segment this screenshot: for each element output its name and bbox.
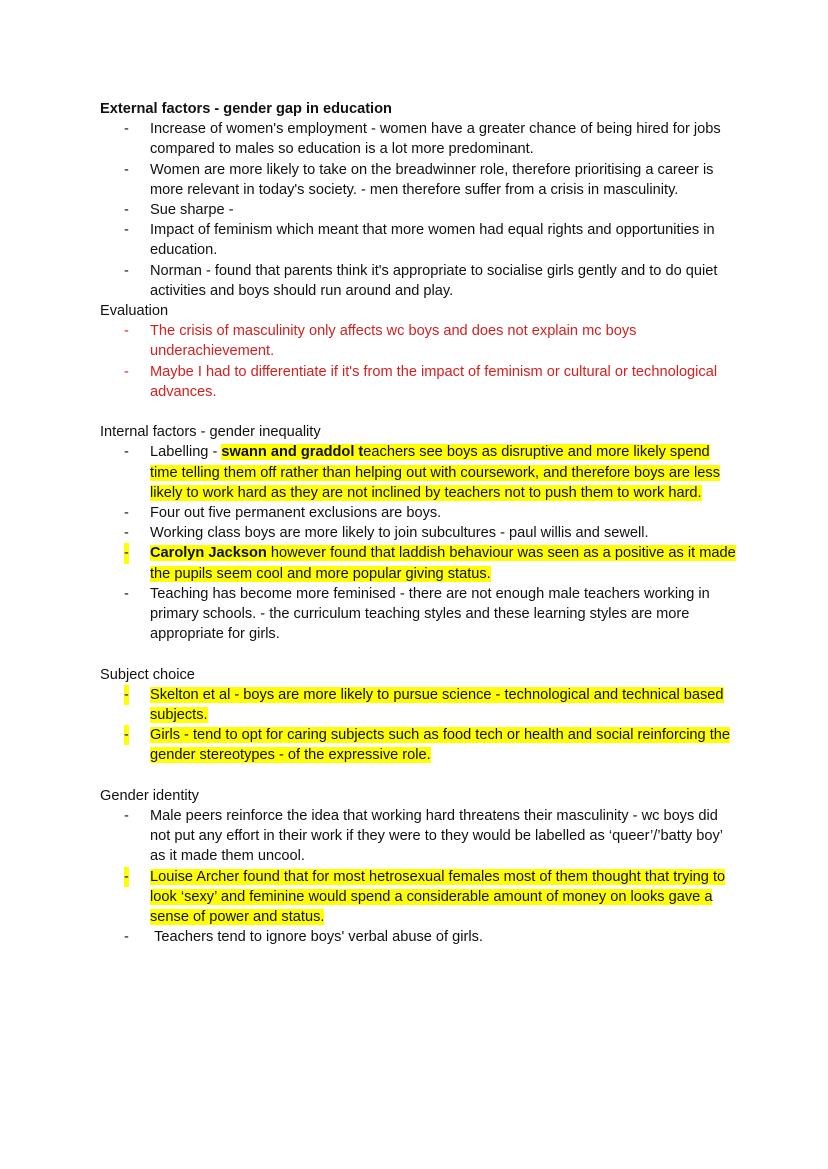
item-text: Maybe I had to differentiate if it's from the impact of feminism or cultural or technological advances.: [150, 363, 718, 400]
bold-text: Carolyn Jackson: [150, 545, 267, 562]
item-text: Four out five permanent exclusions are boys.: [150, 505, 442, 522]
item-text: The crisis of masculinity only affects wc boys and does not explain mc boys underachievement.: [150, 323, 637, 360]
bullet-dash: -: [124, 444, 129, 461]
bold-text: swann and graddol t: [221, 444, 364, 461]
item-text: Louise Archer found that for most hetrosexual females most of them thought that trying to look ‘sexy’ and feminine would spend a considerable amount of money on looks gave a sense of power and status.: [150, 868, 726, 926]
item-text: [150, 444, 720, 500]
list-item: [100, 806, 740, 867]
item-text: Teachers tend to ignore boys' verbal abuse of girls.: [150, 929, 483, 946]
list-item: [100, 321, 740, 361]
list-item: [100, 523, 740, 543]
spacer: [100, 644, 740, 664]
bullet-dash: -: [124, 929, 129, 946]
bullet-dash: -: [124, 202, 129, 219]
heading-gender-identity: Gender identity: [100, 787, 199, 804]
list-item: [100, 685, 740, 725]
item-text: Women are more likely to take on the breadwinner role, therefore prioritising a career is more relevant in today's society. - men therefore suffer from a crisis in masculinity.: [150, 161, 714, 198]
evaluation-list: [100, 321, 740, 402]
item-text: Skelton et al - boys are more likely to pursue science - technological and technical based subjects.: [150, 686, 724, 724]
bullet-dash: -: [124, 543, 129, 563]
bullet-dash: -: [124, 867, 129, 887]
list-item: [100, 200, 740, 220]
internal-factors-list: [100, 442, 740, 644]
item-text: Impact of feminism which meant that more women had equal rights and opportunities in education.: [150, 222, 715, 259]
list-item: [100, 543, 740, 583]
heading-subject-choice: Subject choice: [100, 666, 195, 683]
item-text: Sue sharpe -: [150, 202, 234, 219]
list-item: [100, 220, 740, 260]
heading-internal-factors: Internal factors - gender inequality: [100, 424, 321, 441]
notes-page: [100, 99, 740, 947]
bullet-dash: -: [124, 505, 129, 522]
bullet-dash: -: [124, 161, 129, 178]
list-item: [100, 503, 740, 523]
item-rest: eachers see boys as disruptive and more likely spend time telling them off rather than helping out with coursework, and therefore boys are less likely to work hard as they are not inclined by teachers not to push them to work hard.: [150, 444, 721, 501]
external-factors-list: [100, 119, 740, 301]
item-rest: however found that laddish behaviour was seen as a positive as it made the pupils seem cool and more popular giving status.: [150, 545, 736, 582]
bullet-dash: -: [124, 262, 129, 279]
list-item: [100, 119, 740, 159]
heading-evaluation: Evaluation: [100, 303, 169, 320]
heading-external-factors: External factors - gender gap in education: [100, 101, 392, 117]
item-text: Working class boys are more likely to join subcultures - paul willis and sewell.: [150, 525, 649, 542]
highlighted-text: [150, 444, 720, 500]
bullet-dash: -: [124, 725, 129, 745]
bullet-dash: -: [124, 121, 129, 138]
spacer: [100, 402, 740, 422]
bullet-dash: -: [124, 222, 129, 239]
item-text: Teaching has become more feminised - there are not enough male teachers working in primary schools. - the curriculum teaching styles and these learning styles are more appropriate for girls.: [150, 585, 710, 643]
bullet-dash: -: [124, 525, 129, 542]
item-text: Male peers reinforce the idea that working hard threatens their masculinity - wc boys did not put any effort in their work if they were to they would be labelled as ‘queer’/’batty boy’ as it made them uncool.: [150, 808, 723, 865]
item-prefix: Labelling -: [150, 444, 222, 461]
list-item: [100, 362, 740, 402]
list-item: [100, 261, 740, 301]
list-item: [100, 927, 740, 947]
bullet-dash: -: [124, 363, 129, 380]
bullet-dash: -: [124, 323, 129, 340]
spacer: [100, 766, 740, 786]
item-text: [150, 545, 736, 581]
item-text: Increase of women's employment - women have a greater chance of being hired for jobs compared to males so education is a lot more predominant.: [150, 121, 721, 158]
list-item: [100, 584, 740, 645]
list-item: [100, 867, 740, 928]
list-item: [100, 725, 740, 765]
list-item: [100, 442, 740, 503]
subject-choice-list: [100, 685, 740, 766]
item-text: Girls - tend to opt for caring subjects such as food tech or health and social reinforcing the gender stereotypes - of the expressive role.: [150, 727, 731, 764]
item-text: Norman - found that parents think it's appropriate to socialise girls gently and to do quiet activities and boys should run around and play.: [150, 262, 718, 299]
bullet-dash: -: [124, 585, 129, 602]
gender-identity-list: [100, 806, 740, 947]
bullet-dash: -: [124, 685, 129, 705]
list-item: [100, 160, 740, 200]
bullet-dash: -: [124, 808, 129, 825]
